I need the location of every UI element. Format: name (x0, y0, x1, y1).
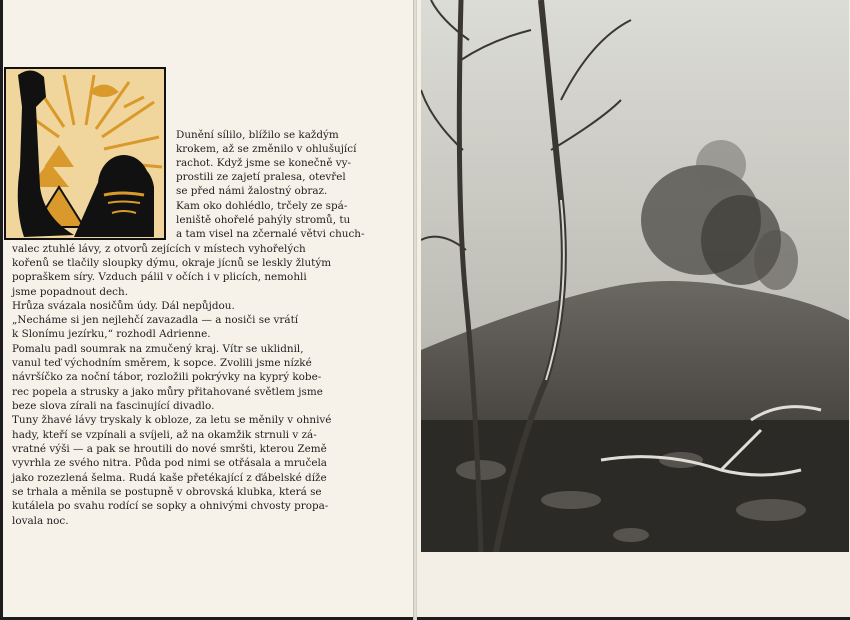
text-line: krokem, až se změnilo v ohlušující (176, 143, 357, 155)
woodcut-illustration (4, 67, 166, 240)
text-line: rec popela a strusky a jako můry přitahované světlem jsme (12, 386, 323, 398)
text-line: jsme popadnout dech. (12, 286, 128, 298)
text-line: prostili ze zajetí pralesa, otevřel (176, 171, 346, 183)
text-line: hady, kteří se vzpínali a svíjeli, až na okamžik strnuli v zá- (12, 429, 317, 441)
text-line: kořenů se tlačily sloupky dýmu, okraje jícnů se leskly žlutým (12, 257, 332, 269)
text-line: kutálela po svahu rodící se sopky a ohnivými chvosty propa- (12, 500, 329, 512)
text-line: vratné výši — a pak se hroutili do nové smršti, kterou Země (12, 443, 327, 455)
text-line: Hrůza svázala nosičům údy. Dál nepůjdou. (12, 300, 235, 312)
text-line: vanul teď východním směrem, k sopce. Zvolili jsme nízké (12, 357, 312, 369)
text-line: Kam oko dohlédlo, trčely ze spá- (176, 200, 348, 212)
text-line: popraškem síry. Vzduch pálil v očích i v plicích, nemohli (12, 271, 307, 283)
text-line: se před námi žalostný obraz. (176, 185, 328, 197)
text-line: beze slova zírali na fascinující divadlo. (12, 400, 215, 412)
text-line: valec ztuhlé lávy, z otvorů zejících v místech vyhořelých (12, 243, 306, 255)
text-line: se trhala a měnila se postupně v obrovská klubka, která se (12, 486, 322, 498)
text-line: leniště ohořelé pahýly stromů, tu (176, 214, 351, 226)
text-line: „Necháme si jen nejlehčí zavazadla — a nosiči se vrátí (12, 314, 299, 326)
text-line: Tuny žhavé lávy tryskaly k obloze, za letu se měnily v ohnivé (12, 414, 332, 426)
text-line: a tam visel na zčernalé větvi chuch- (176, 228, 365, 240)
text-line: jako rozezlená šelma. Rudá kaše přetékající z ďábelské díže (12, 472, 327, 484)
text-line: k Slonímu jezírku,“ rozhodl Adrienne. (12, 328, 211, 340)
text-line: lovala noc. (12, 515, 69, 527)
text-line: rachot. Když jsme se konečně vy- (176, 157, 352, 169)
text-line: návršíčko za noční tábor, rozložili pokrývky na kyprý kobe- (12, 371, 322, 383)
text-line: Dunění sílilo, blížilo se každým (176, 129, 339, 141)
text-line: Pomalu padl soumrak na zmučený kraj. Vítr se uklidnil, (12, 343, 304, 355)
text-line: vyvrhla ze svého nitra. Půda pod nimi se otřásala a mručela (12, 457, 327, 469)
volcano-photograph (421, 0, 849, 552)
